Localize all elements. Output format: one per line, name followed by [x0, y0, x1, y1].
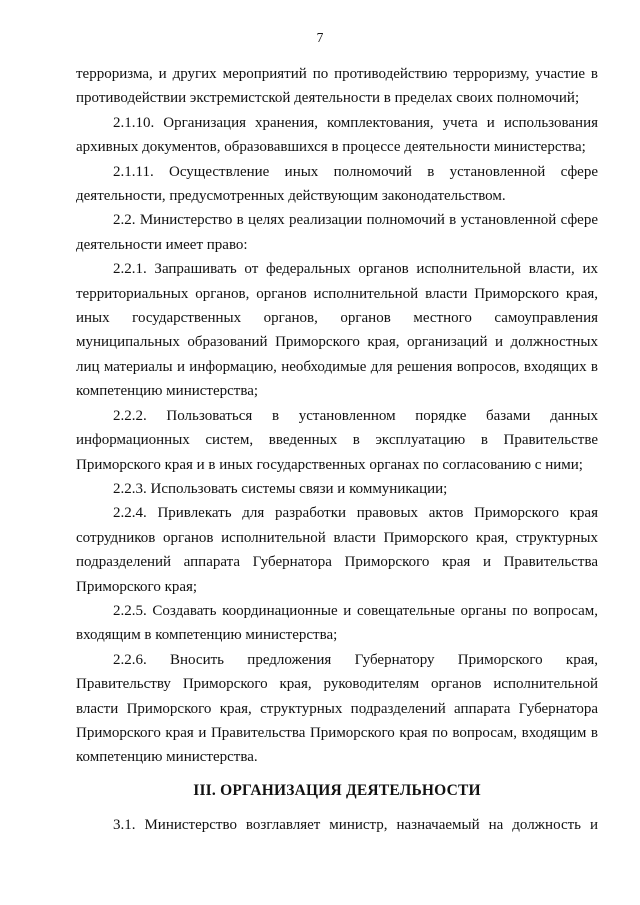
paragraph-continuation: терроризма, и других мероприятий по противодействию терроризму, участие в противодействии экстремистской деятельности в пределах своих полномочий;	[76, 66, 598, 107]
paragraph-2-2: 2.2. Министерство в целях реализации полномочий в установленной сфере деятельности имеет право:	[76, 212, 598, 253]
paragraph-2-2-4: 2.2.4. Привлекать для разработки правовых актов Приморского края сотрудников органов исполнительной власти Приморского края, структурных подразделений аппарата Губернатора Приморского края и Правительства Приморского края;	[76, 505, 598, 595]
paragraph-2-1-11: 2.1.11. Осуществление иных полномочий в установленной сфере деятельности, предусмотренных действующим законодательством.	[76, 163, 598, 205]
section-heading: III. ОРГАНИЗАЦИЯ ДЕЯТЕЛЬНОСТИ	[193, 781, 481, 799]
paragraph-3-1: 3.1. Министерство возглавляет министр, назначаемый на должность и	[113, 816, 598, 833]
paragraph-2-2-2: 2.2.2. Пользоваться в установленном порядке базами данных информационных систем, введенных в эксплуатацию в Правительстве Приморского края и в иных государственных органах по согласованию с ними;	[76, 407, 598, 473]
paragraph-2-2-1: 2.2.1. Запрашивать от федеральных органов исполнительной власти, их территориальных органов, органов исполнительной власти Приморского края, иных государственных органов, органов местного самоуправления муниципальных образований Приморского края, организаций и должностных лиц материалы и информацию, необходимые для решения вопросов, входящих в компетенцию министерства;	[76, 261, 598, 400]
document-body	[76, 62, 598, 837]
paragraph-2-1-10: 2.1.10. Организация хранения, комплектования, учета и использования архивных документов, образовавшихся в процессе деятельности министерства;	[76, 114, 598, 156]
paragraph-2-2-5: 2.2.5. Создавать координационные и совещательные органы по вопросам, входящим в компетенцию министерства;	[76, 602, 598, 644]
paragraph-2-2-3: 2.2.3. Использовать системы связи и коммуникации;	[113, 480, 448, 497]
page-number: 7	[316, 30, 324, 45]
paragraph-2-2-6: 2.2.6. Вносить предложения Губернатору Приморского края, Правительству Приморского края, руководителям органов исполнительной власти Приморского края, структурных подразделений аппарата Губернатора Приморского края и Правительства Приморского края по вопросам, входящим в компетенцию министерства.	[76, 651, 598, 766]
